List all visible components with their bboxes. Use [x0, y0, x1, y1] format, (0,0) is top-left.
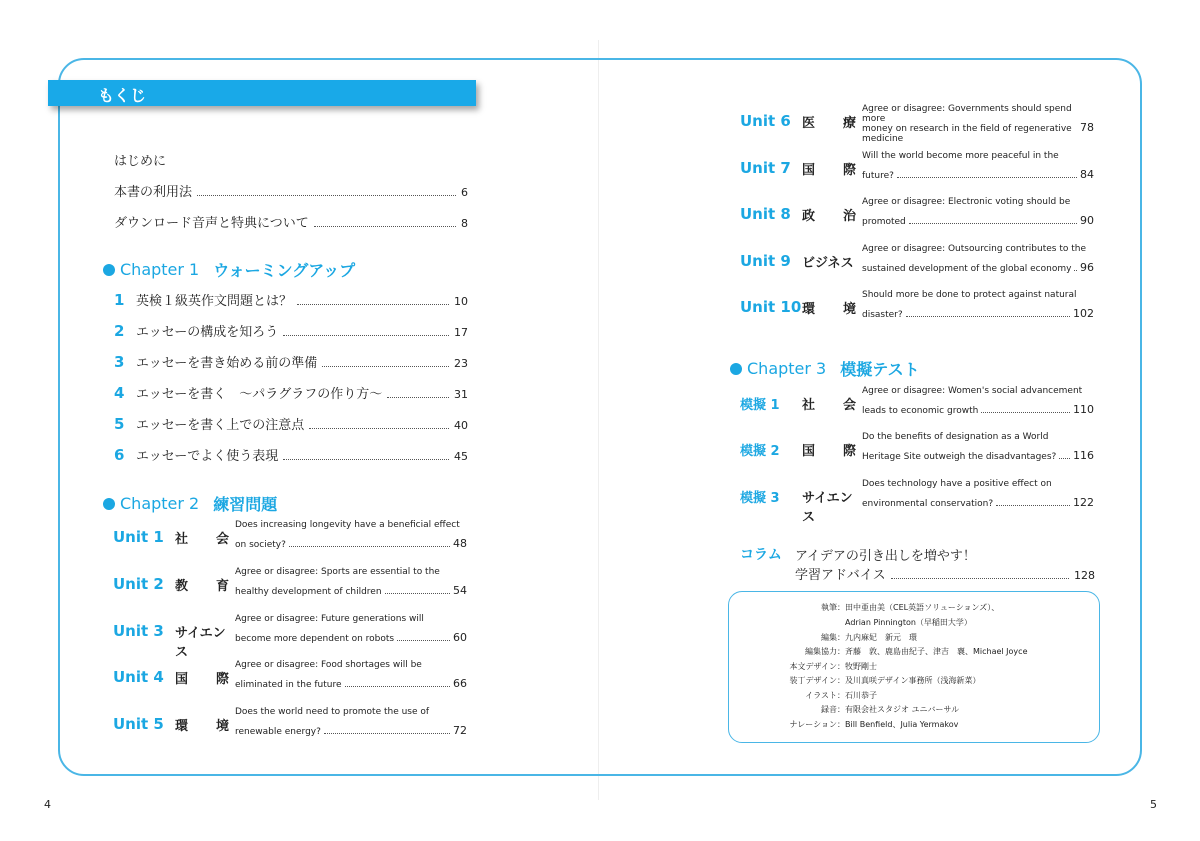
unit-category: [175, 668, 229, 687]
unit-number: Unit 4: [113, 668, 164, 686]
toc-entry-label: ダウンロード音声と特典について: [114, 216, 309, 231]
dot-leader: [1059, 458, 1070, 459]
unit-category: [802, 112, 856, 131]
toc-mock-1[interactable]: [740, 386, 1094, 422]
toc-title: もくじ: [98, 86, 147, 105]
dot-leader: [324, 733, 450, 734]
category-char: 教: [175, 579, 189, 594]
unit-topic-line2: [862, 403, 1094, 416]
credit-row: [745, 675, 980, 686]
toc-unit-6[interactable]: [740, 104, 1094, 144]
unit-category: [802, 252, 858, 271]
page-number-right: 5: [1150, 798, 1157, 811]
credit-row: [745, 617, 972, 628]
unit-topic-line1: Agree or disagree: Women's social advancement: [862, 386, 1083, 396]
credit-role: 装丁デザイン：: [789, 676, 845, 685]
credit-row: [745, 690, 877, 701]
dot-leader: [387, 397, 449, 398]
category-char: 際: [215, 672, 229, 687]
credit-row: [745, 602, 999, 613]
toc-entry-label: エッセーを書く ～パラグラフの作り方～: [136, 387, 383, 402]
category-char: 社: [175, 532, 189, 547]
unit-topic-line2: [862, 496, 1094, 509]
credit-name: 斉藤 敦、鹿島由紀子、津吉 襄、Michael Joyce: [845, 647, 1028, 656]
toc-unit-9[interactable]: [740, 244, 1094, 280]
unit-number: Unit 8: [740, 205, 791, 223]
category-char: 社: [802, 398, 816, 413]
topic-text: money on research in the field of regenerative medicine: [862, 124, 1072, 144]
unit-topic-line1: Agree or disagree: Future generations will: [235, 614, 424, 624]
toc-entry-howto[interactable]: [114, 181, 468, 200]
chapter-3-heading[interactable]: [730, 357, 920, 380]
unit-topic-line2: [862, 449, 1094, 462]
credit-row: [745, 661, 877, 672]
dot-leader: [283, 335, 449, 336]
dot-leader: [906, 316, 1070, 317]
unit-topic-line1: Do the benefits of designation as a World: [862, 432, 1049, 442]
unit-topic-line2: [862, 261, 1094, 274]
dot-leader: [891, 578, 1069, 579]
category-char: 境: [842, 302, 856, 317]
toc-unit-10[interactable]: [740, 290, 1094, 326]
toc-entry-label: 本書の利用法: [114, 185, 193, 200]
chapter-2-heading[interactable]: [103, 492, 277, 515]
category-char: 治: [842, 209, 856, 224]
unit-number: Unit 3: [113, 622, 164, 640]
chapter-name: Chapter 3: [747, 359, 827, 378]
toc-unit-1[interactable]: [113, 520, 467, 556]
chapter-title: 練習問題: [213, 495, 278, 514]
topic-text: disaster?: [862, 310, 903, 320]
toc-entry-ch1-4[interactable]: [114, 383, 468, 402]
page-number: 10: [454, 295, 468, 308]
category-text: ビジネス: [802, 256, 854, 271]
topic-text: on society?: [235, 540, 286, 550]
unit-number: Unit 1: [113, 528, 164, 546]
column-title-line2[interactable]: [795, 564, 1095, 583]
credit-name: 有限会社スタジオ ユニバーサル: [845, 705, 960, 714]
credit-role: イラスト：: [805, 691, 845, 700]
topic-text: healthy development of children: [235, 587, 382, 597]
unit-number: Unit 5: [113, 715, 164, 733]
toc-entry-label: 英検１級英作文問題とは？: [136, 294, 293, 309]
page-number-left: 4: [44, 798, 51, 811]
topic-text: promoted: [862, 217, 906, 227]
unit-topic-line2: [235, 537, 467, 550]
bullet-icon: [103, 264, 115, 276]
unit-topic-line2: [235, 584, 467, 597]
toc-unit-5[interactable]: [113, 707, 467, 743]
page-number: 48: [453, 537, 467, 550]
page-number: 60: [453, 631, 467, 644]
column-title-line1[interactable]: アイデアの引き出しを増やす！: [795, 549, 976, 564]
credit-row: [745, 646, 1028, 657]
page-number: 66: [453, 677, 467, 690]
page-number: 17: [454, 326, 468, 339]
category-char: 医: [802, 116, 816, 131]
toc-entry-ch1-2[interactable]: [114, 321, 468, 340]
dot-leader: [297, 304, 449, 305]
unit-category: [175, 715, 229, 734]
page-number: 78: [1080, 121, 1094, 134]
credit-role: 本文デザイン：: [789, 662, 845, 671]
item-number: 2: [114, 322, 125, 340]
dot-leader: [289, 546, 450, 547]
unit-category: [802, 298, 856, 317]
credit-role: [745, 617, 845, 628]
toc-entry-label: エッセーでよく使う表現: [136, 449, 279, 464]
toc-unit-7[interactable]: [740, 151, 1094, 187]
dot-leader: [314, 226, 456, 227]
column-title-text: 学習アドバイス: [795, 568, 886, 583]
credit-name: Adrian Pinnington（早稲田大学）: [845, 618, 972, 627]
dot-leader: [909, 223, 1077, 224]
category-char: 会: [215, 532, 229, 547]
topic-text: leads to economic growth: [862, 406, 979, 416]
unit-category: [802, 159, 856, 178]
toc-mock-2[interactable]: [740, 432, 1094, 468]
credit-role: ナレーション：: [789, 720, 845, 729]
unit-topic-line2: [862, 168, 1094, 181]
page-number: 128: [1074, 569, 1095, 582]
unit-topic-line1: Agree or disagree: Electronic voting should be: [862, 197, 1071, 207]
toc-entry-label: はじめに: [114, 154, 167, 169]
page-number: 31: [454, 388, 468, 401]
toc-entry-label: エッセーを書き始める前の準備: [136, 356, 318, 371]
unit-category: [175, 528, 229, 547]
unit-topic-line2: [862, 214, 1094, 227]
page-number: 96: [1080, 261, 1094, 274]
item-number: 5: [114, 415, 125, 433]
category-char: 政: [802, 209, 816, 224]
category-char: 育: [215, 579, 229, 594]
category-char: 際: [842, 163, 856, 178]
unit-number: 模擬 1: [740, 398, 780, 413]
item-number: 6: [114, 446, 125, 464]
chapter-1-heading[interactable]: [103, 258, 355, 281]
credit-row: [745, 704, 959, 715]
dot-leader: [397, 640, 450, 641]
unit-number: Unit 2: [113, 575, 164, 593]
dot-leader: [309, 428, 449, 429]
category-char: 国: [802, 163, 816, 178]
category-char: 国: [802, 444, 816, 459]
topic-text: renewable energy?: [235, 727, 321, 737]
topic-text: future?: [862, 171, 894, 181]
toc-unit-2[interactable]: [113, 567, 467, 603]
chapter-name: Chapter 2: [120, 494, 200, 513]
unit-topic-line1: Agree or disagree: Food shortages will be: [235, 660, 422, 670]
page-number: 54: [453, 584, 467, 597]
category-text: サイエンス: [175, 626, 226, 660]
page-number: 72: [453, 724, 467, 737]
toc-unit-8[interactable]: [740, 197, 1094, 233]
unit-topic-line2: [235, 631, 467, 644]
topic-text: Heritage Site outweigh the disadvantages?: [862, 452, 1057, 462]
credit-name: 石川恭子: [845, 691, 877, 700]
dot-leader: [385, 593, 450, 594]
item-number: 4: [114, 384, 125, 402]
unit-number: 模擬 3: [740, 491, 780, 506]
credit-role: 編集協力：: [805, 647, 845, 656]
toc-entry-ch1-6[interactable]: [114, 445, 468, 464]
category-text: サイエンス: [802, 491, 853, 525]
toc-entry-download[interactable]: [114, 212, 468, 231]
toc-entry-ch1-3[interactable]: [114, 352, 468, 371]
unit-category: [175, 622, 231, 660]
unit-number: Unit 9: [740, 252, 791, 270]
toc-entry-label: エッセーの構成を知ろう: [136, 325, 279, 340]
unit-topic-line1: Agree or disagree: Sports are essential to the: [235, 567, 440, 577]
item-number: 3: [114, 353, 125, 371]
unit-category: [802, 440, 856, 459]
topic-text: environmental conservation?: [862, 499, 994, 509]
page-number: 84: [1080, 168, 1094, 181]
credit-name: 牧野剛士: [845, 662, 877, 671]
page-number: 23: [454, 357, 468, 370]
page-number: 102: [1073, 307, 1094, 320]
credit-role: 執筆：: [821, 603, 845, 612]
unit-topic-line2: [862, 307, 1094, 320]
unit-number: 模擬 2: [740, 444, 780, 459]
unit-topic-line1: Does the world need to promote the use of: [235, 707, 430, 717]
dot-leader: [897, 177, 1077, 178]
toc-entry-intro[interactable]: [114, 150, 468, 169]
page-number: 116: [1073, 449, 1094, 462]
page-number: 45: [454, 450, 468, 463]
toc-entry-ch1-1[interactable]: [114, 290, 468, 309]
topic-text: become more dependent on robots: [235, 634, 395, 644]
unit-topic-line2: [235, 677, 467, 690]
unit-category: [802, 394, 856, 413]
dot-leader: [996, 505, 1070, 506]
dot-leader: [322, 366, 449, 367]
unit-topic-line1: Should more be done to protect against natural: [862, 290, 1077, 300]
dot-leader: [345, 686, 450, 687]
toc-unit-3[interactable]: [113, 614, 467, 660]
dot-leader: [1074, 270, 1077, 271]
topic-text: sustained development of the global economy: [862, 264, 1072, 274]
unit-topic-line1: Agree or disagree: Outsourcing contributes to the: [862, 244, 1087, 254]
unit-category: [175, 575, 229, 594]
page-number: 122: [1073, 496, 1094, 509]
dot-leader: [981, 412, 1070, 413]
toc-mock-3[interactable]: [740, 479, 1094, 525]
credit-name: 田中亜由美（CEL英語ソリューションズ）、: [845, 603, 1000, 612]
category-char: 環: [802, 302, 816, 317]
toc-entry-ch1-5[interactable]: [114, 414, 468, 433]
unit-topic-line1: Will the world become more peaceful in the: [862, 151, 1059, 161]
credit-role: 録音：: [821, 705, 845, 714]
page-number: 110: [1073, 403, 1094, 416]
page-number: 40: [454, 419, 468, 432]
category-char: 療: [842, 116, 856, 131]
topic-text: eliminated in the future: [235, 680, 342, 690]
unit-topic-line1: Does increasing longevity have a beneficial effect: [235, 520, 460, 530]
page-number: 6: [461, 186, 468, 199]
bullet-icon: [730, 363, 742, 375]
unit-topic-line1: Does technology have a positive effect on: [862, 479, 1052, 489]
category-char: 境: [215, 719, 229, 734]
credit-name: Bill Benfield、Julia Yermakov: [845, 720, 959, 729]
category-char: 会: [842, 398, 856, 413]
chapter-title: 模擬テスト: [840, 360, 920, 379]
credit-name: 九内麻妃 新元 環: [845, 633, 917, 642]
chapter-name: Chapter 1: [120, 260, 200, 279]
chapter-title: ウォーミングアップ: [213, 261, 356, 280]
dot-leader: [283, 459, 449, 460]
unit-topic-line2: [235, 724, 467, 737]
credit-name: 及川真咲デザイン事務所（浅海新菜）: [845, 676, 981, 685]
category-char: 環: [175, 719, 189, 734]
column-label: コラム: [740, 547, 782, 563]
category-char: 際: [842, 444, 856, 459]
unit-category: [802, 205, 856, 224]
toc-entry-label: エッセーを書く上での注意点: [136, 418, 305, 433]
toc-title-bar: [48, 80, 476, 106]
dot-leader: [197, 195, 456, 196]
item-number: 1: [114, 291, 125, 309]
bullet-icon: [103, 498, 115, 510]
unit-number: Unit 7: [740, 159, 791, 177]
unit-topic-line2: [862, 121, 1094, 144]
category-char: 国: [175, 672, 189, 687]
credit-role: 編集：: [821, 633, 845, 642]
page-number: 8: [461, 217, 468, 230]
unit-number: Unit 6: [740, 112, 791, 130]
credit-row: [745, 632, 917, 643]
toc-unit-4[interactable]: [113, 660, 467, 696]
credit-row: [745, 719, 958, 730]
unit-topic-line1: Agree or disagree: Governments should spend more: [862, 104, 1072, 124]
unit-number: Unit 10: [740, 298, 802, 316]
page-number: 90: [1080, 214, 1094, 227]
unit-category: [802, 487, 858, 525]
